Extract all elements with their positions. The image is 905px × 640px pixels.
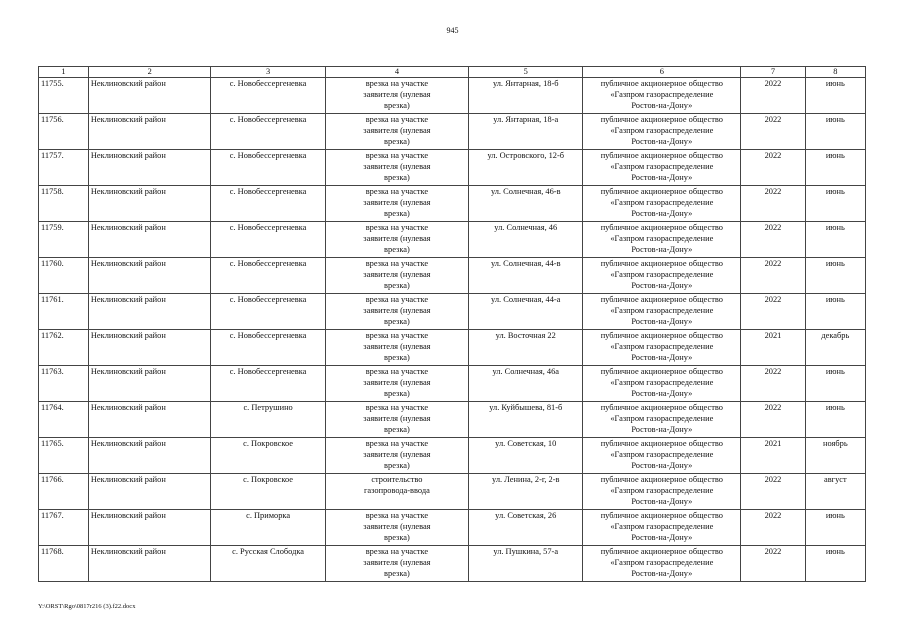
settlement-cell: с. Новобессергеневка [211,150,325,186]
address-cell: ул. Янтарная, 18-а [469,114,583,150]
settlement-cell: с. Новобессергеневка [211,258,325,294]
organization-cell-line: публичное акционерное общество [600,403,723,412]
organization-cell-line: публичное акционерное общество [600,79,723,88]
work-type-cell [325,294,468,330]
row-number: 11768. [39,546,89,582]
address-cell: ул. Куйбышева, 81-б [469,402,583,438]
work-type-cell [325,222,468,258]
organization-cell-line: публичное акционерное общество [600,115,723,124]
organization-cell-line: Ростов-на-Дону» [631,209,693,219]
settlement-cell: с. Новобессергеневка [211,330,325,366]
row-number: 11764. [39,402,89,438]
organization-cell-line: «Газпром газораспределение [610,414,714,424]
work-type-cell-line: заявителя (нулевая [363,558,431,568]
year-cell: 2022 [741,150,805,186]
work-type-cell [325,546,468,582]
settlement-cell: с. Русская Слободка [211,546,325,582]
organization-cell-line: публичное акционерное общество [600,259,723,268]
settlement-cell: с. Новобессергеневка [211,78,325,114]
address-cell: ул. Ленина, 2-г, 2-в [469,474,583,510]
organization-cell [583,438,741,474]
year-cell: 2022 [741,294,805,330]
month-cell: декабрь [805,330,865,366]
column-number-row [39,67,866,78]
district-cell: Неклиновский район [88,330,211,366]
month-cell: июнь [805,294,865,330]
year-cell: 2022 [741,114,805,150]
address-cell: ул. Восточная 22 [469,330,583,366]
work-type-cell-line: врезка) [384,281,410,291]
year-cell: 2022 [741,402,805,438]
month-cell: июнь [805,222,865,258]
file-path-footer: Y:\ORST\Rgo\0817r216 (3).f22.docx [38,603,136,610]
month-cell: август [805,474,865,510]
table-row [39,294,866,330]
organization-cell-line: «Газпром газораспределение [610,162,714,172]
table-row [39,78,866,114]
table-row [39,222,866,258]
row-number: 11756. [39,114,89,150]
work-type-cell-line: врезка на участке [365,295,429,304]
district-cell: Неклиновский район [88,114,211,150]
district-cell: Неклиновский район [88,402,211,438]
address-cell: ул. Солнечная, 46-в [469,186,583,222]
row-number: 11763. [39,366,89,402]
row-number: 11757. [39,150,89,186]
work-type-cell-line: заявителя (нулевая [363,234,431,244]
row-number: 11761. [39,294,89,330]
row-number: 11755. [39,78,89,114]
year-cell: 2022 [741,474,805,510]
organization-cell-line: публичное акционерное общество [600,223,723,232]
column-header: 2 [88,67,211,78]
organization-cell-line: Ростов-на-Дону» [631,389,693,399]
year-cell: 2022 [741,186,805,222]
work-type-cell-line: заявителя (нулевая [363,342,431,352]
address-cell: ул. Советская, 10 [469,438,583,474]
work-type-cell [325,78,468,114]
year-cell: 2022 [741,510,805,546]
year-cell: 2021 [741,330,805,366]
work-type-cell-line: заявителя (нулевая [363,414,431,424]
organization-cell-line: публичное акционерное общество [600,187,723,196]
organization-cell-line: Ростов-на-Дону» [631,101,693,111]
month-cell: июнь [805,150,865,186]
work-type-cell-line: врезка на участке [365,79,429,88]
organization-cell-line: публичное акционерное общество [600,475,723,484]
organization-cell-line: «Газпром газораспределение [610,198,714,208]
district-cell: Неклиновский район [88,294,211,330]
organization-cell-line: Ростов-на-Дону» [631,245,693,255]
work-type-cell-line: врезка на участке [365,511,429,520]
work-type-cell-line: строительство [371,475,423,484]
work-type-cell [325,150,468,186]
row-number: 11758. [39,186,89,222]
table-row [39,114,866,150]
organization-cell [583,330,741,366]
page-number: 945 [446,26,459,35]
address-cell: ул. Островского, 12-б [469,150,583,186]
organization-cell-line: «Газпром газораспределение [610,90,714,100]
district-cell: Неклиновский район [88,222,211,258]
work-type-cell-line: заявителя (нулевая [363,522,431,532]
row-number: 11760. [39,258,89,294]
organization-cell-line: публичное акционерное общество [600,295,723,304]
address-cell: ул. Солнечная, 44-в [469,258,583,294]
settlement-cell: с. Новобессергеневка [211,366,325,402]
work-type-cell-line: заявителя (нулевая [363,270,431,280]
work-type-cell-line: врезка на участке [365,331,429,340]
work-type-cell [325,330,468,366]
work-type-cell-line: заявителя (нулевая [363,162,431,172]
work-type-cell [325,438,468,474]
district-cell: Неклиновский район [88,438,211,474]
work-type-cell [325,474,468,510]
settlement-cell: с. Приморка [211,510,325,546]
table-row [39,186,866,222]
column-header: 1 [39,67,89,78]
work-type-cell-line: врезка на участке [365,151,429,160]
work-type-cell [325,114,468,150]
work-type-cell-line: заявителя (нулевая [363,450,431,460]
organization-cell [583,114,741,150]
organization-cell-line: Ростов-на-Дону» [631,353,693,363]
table-row [39,402,866,438]
table-row [39,510,866,546]
column-header: 7 [741,67,805,78]
organization-cell-line: публичное акционерное общество [600,367,723,376]
work-type-cell-line: заявителя (нулевая [363,378,431,388]
organization-cell [583,510,741,546]
table-row [39,330,866,366]
settlement-cell: с. Покровское [211,474,325,510]
month-cell: июнь [805,366,865,402]
work-type-cell-line: врезка на участке [365,115,429,124]
month-cell: июнь [805,546,865,582]
work-type-cell-line: врезка) [384,425,410,435]
work-type-cell-line: врезка) [384,569,410,579]
district-cell: Неклиновский район [88,186,211,222]
work-type-cell-line: врезка) [384,245,410,255]
work-type-cell-line: заявителя (нулевая [363,306,431,316]
organization-cell-line: «Газпром газораспределение [610,306,714,316]
work-type-cell-line: врезка) [384,533,410,543]
organization-cell [583,78,741,114]
work-type-cell-line: врезка) [384,353,410,363]
work-type-cell-line: врезка на участке [365,367,429,376]
organization-cell [583,258,741,294]
settlement-cell: с. Новобессергеневка [211,294,325,330]
address-cell: ул. Янтарная, 18-б [469,78,583,114]
work-type-cell-line: заявителя (нулевая [363,90,431,100]
work-type-cell-line: врезка на участке [365,403,429,412]
work-type-cell-line: врезка) [384,137,410,147]
table-row [39,546,866,582]
row-number: 11767. [39,510,89,546]
work-type-cell-line: врезка) [384,209,410,219]
row-number: 11762. [39,330,89,366]
table-body [39,78,866,582]
settlement-cell: с. Петрушино [211,402,325,438]
district-cell: Неклиновский район [88,546,211,582]
table-row [39,474,866,510]
organization-cell-line: «Газпром газораспределение [610,270,714,280]
year-cell: 2022 [741,222,805,258]
work-type-cell [325,186,468,222]
work-type-cell-line: врезка) [384,101,410,111]
work-type-cell [325,258,468,294]
address-cell: ул. Советская, 26 [469,510,583,546]
organization-cell-line: Ростов-на-Дону» [631,281,693,291]
organization-cell-line: «Газпром газораспределение [610,126,714,136]
organization-cell [583,222,741,258]
row-number: 11759. [39,222,89,258]
district-cell: Неклиновский район [88,366,211,402]
organization-cell-line: публичное акционерное общество [600,151,723,160]
work-type-cell-line: заявителя (нулевая [363,126,431,136]
work-type-cell-line: врезка) [384,173,410,183]
settlement-cell: с. Покровское [211,438,325,474]
month-cell: июнь [805,402,865,438]
document-table [38,66,866,582]
organization-cell-line: Ростов-на-Дону» [631,137,693,147]
table-row [39,438,866,474]
settlement-cell: с. Новобессергеневка [211,186,325,222]
month-cell: июнь [805,114,865,150]
column-header: 3 [211,67,325,78]
month-cell: июнь [805,258,865,294]
district-cell: Неклиновский район [88,474,211,510]
row-number: 11765. [39,438,89,474]
organization-cell-line: Ростов-на-Дону» [631,317,693,327]
work-type-cell-line: врезка на участке [365,223,429,232]
organization-cell-line: публичное акционерное общество [600,331,723,340]
organization-cell [583,150,741,186]
row-number: 11766. [39,474,89,510]
district-cell: Неклиновский район [88,510,211,546]
organization-cell-line: публичное акционерное общество [600,547,723,556]
column-header: 6 [583,67,741,78]
work-type-cell-line: врезка) [384,389,410,399]
work-type-cell-line: заявителя (нулевая [363,198,431,208]
organization-cell-line: «Газпром газораспределение [610,378,714,388]
address-cell: ул. Пушкина, 57-а [469,546,583,582]
organization-cell-line: Ростов-на-Дону» [631,425,693,435]
organization-cell-line: «Газпром газораспределение [610,522,714,532]
district-cell: Неклиновский район [88,150,211,186]
organization-cell [583,186,741,222]
organization-cell-line: Ростов-на-Дону» [631,173,693,183]
district-cell: Неклиновский район [88,78,211,114]
year-cell: 2022 [741,366,805,402]
year-cell: 2021 [741,438,805,474]
organization-cell [583,294,741,330]
month-cell: ноябрь [805,438,865,474]
table-row [39,366,866,402]
organization-cell-line: «Газпром газораспределение [610,342,714,352]
year-cell: 2022 [741,258,805,294]
address-cell: ул. Солнечная, 46а [469,366,583,402]
settlement-cell: с. Новобессергеневка [211,114,325,150]
work-type-cell-line: врезка на участке [365,187,429,196]
address-cell: ул. Солнечная, 46 [469,222,583,258]
organization-cell-line: публичное акционерное общество [600,439,723,448]
organization-cell [583,474,741,510]
table-row [39,150,866,186]
settlement-cell: с. Новобессергеневка [211,222,325,258]
organization-cell-line: Ростов-на-Дону» [631,461,693,471]
work-type-cell-line: газопровода-ввода [363,486,430,496]
month-cell: июнь [805,510,865,546]
work-type-cell [325,510,468,546]
column-header: 4 [325,67,468,78]
month-cell: июнь [805,78,865,114]
column-header: 8 [805,67,865,78]
work-type-cell-line: врезка на участке [365,547,429,556]
work-type-cell-line: врезка) [384,461,410,471]
organization-cell-line: «Газпром газораспределение [610,234,714,244]
work-type-cell-line: врезка) [384,317,410,327]
column-header: 5 [469,67,583,78]
organization-cell [583,546,741,582]
work-type-cell [325,402,468,438]
work-type-cell-line: врезка на участке [365,439,429,448]
year-cell: 2022 [741,546,805,582]
organization-cell-line: «Газпром газораспределение [610,558,714,568]
work-type-cell [325,366,468,402]
organization-cell-line: Ростов-на-Дону» [631,533,693,543]
district-cell: Неклиновский район [88,258,211,294]
organization-cell [583,366,741,402]
organization-cell-line: публичное акционерное общество [600,511,723,520]
address-cell: ул. Солнечная, 44-а [469,294,583,330]
organization-cell-line: Ростов-на-Дону» [631,497,693,507]
table-row [39,258,866,294]
organization-cell-line: Ростов-на-Дону» [631,569,693,579]
month-cell: июнь [805,186,865,222]
organization-cell-line: «Газпром газораспределение [610,486,714,496]
organization-cell-line: «Газпром газораспределение [610,450,714,460]
year-cell: 2022 [741,78,805,114]
work-type-cell-line: врезка на участке [365,259,429,268]
organization-cell [583,402,741,438]
